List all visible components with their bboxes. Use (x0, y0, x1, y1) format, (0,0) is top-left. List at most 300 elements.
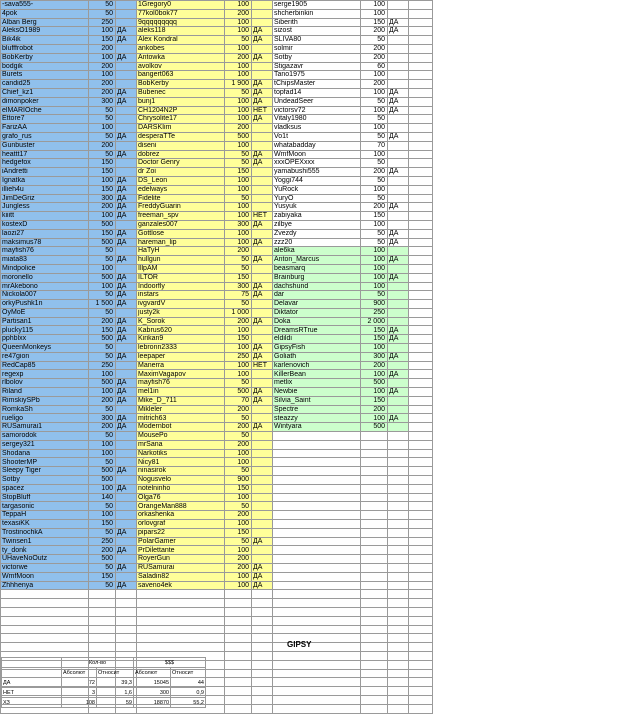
table-row (1, 361, 433, 370)
amount-cell (89, 599, 116, 608)
table-row (1, 476, 433, 485)
player-name-cell (1, 599, 89, 608)
table-row (1, 546, 433, 555)
table-row (1, 150, 433, 159)
amount-cell: 100 (89, 124, 116, 133)
amount-cell (361, 643, 388, 652)
empty-cell (409, 414, 433, 423)
amount-cell: 150 (89, 520, 116, 529)
player-name-cell: Anton_Marcus (273, 256, 361, 265)
amount-cell: 50 (361, 132, 388, 141)
flag-cell (252, 44, 273, 53)
table-row (1, 467, 433, 476)
amount-cell: 100 (89, 71, 116, 80)
player-name-cell (273, 484, 361, 493)
flag-cell: ДА (116, 379, 137, 388)
amount-cell: 200 (225, 124, 252, 133)
summary-row (2, 678, 206, 688)
player-name-cell: Mike_D_711 (137, 396, 225, 405)
player-name-cell (273, 634, 361, 643)
flag-cell (388, 308, 409, 317)
amount-cell (361, 555, 388, 564)
amount-cell: 100 (361, 106, 388, 115)
amount-cell: 500 (89, 335, 116, 344)
amount-cell: 200 (225, 423, 252, 432)
flag-cell (252, 502, 273, 511)
flag-cell (388, 220, 409, 229)
amount-cell: 50 (89, 256, 116, 265)
player-name-cell: leepaper (137, 352, 225, 361)
player-name-cell: SLIVA80 (273, 36, 361, 45)
amount-cell: 200 (89, 80, 116, 89)
player-name-cell: UndeadSeer (273, 97, 361, 106)
amount-cell: 200 (89, 141, 116, 150)
amount-cell: 100 (225, 18, 252, 27)
flag-cell (388, 502, 409, 511)
flag-cell (388, 458, 409, 467)
empty-cell (409, 537, 433, 546)
player-name-cell: elMARIOche (1, 106, 89, 115)
table-row (1, 291, 433, 300)
player-name-cell (137, 634, 225, 643)
amount-cell: 150 (361, 18, 388, 27)
summary-cell: 55,2 (171, 698, 206, 708)
empty-cell (409, 476, 433, 485)
table-row (1, 440, 433, 449)
flag-cell: ДА (116, 150, 137, 159)
amount-cell: 50 (89, 458, 116, 467)
player-name-cell: Bik4ik (1, 36, 89, 45)
amount-cell: 50 (361, 97, 388, 106)
flag-cell (116, 599, 137, 608)
player-name-cell (1, 616, 89, 625)
player-name-cell: moronello (1, 273, 89, 282)
empty-cell (409, 326, 433, 335)
player-name-cell (273, 599, 361, 608)
amount-cell (225, 634, 252, 643)
flag-cell (388, 291, 409, 300)
player-name-cell: pphblxx (1, 335, 89, 344)
empty-cell (409, 599, 433, 608)
player-name-cell (273, 581, 361, 590)
player-name-cell: Doka (273, 317, 361, 326)
flag-cell (388, 36, 409, 45)
amount-cell: 50 (89, 291, 116, 300)
amount-cell: 100 (225, 458, 252, 467)
player-name-cell: Modernbot (137, 423, 225, 432)
player-name-cell: mel1in (137, 388, 225, 397)
player-name-cell: ale6ka (273, 247, 361, 256)
flag-cell (116, 44, 137, 53)
flag-cell (252, 546, 273, 555)
flag-cell: ДА (388, 27, 409, 36)
flag-cell (252, 168, 273, 177)
empty-cell (409, 361, 433, 370)
player-name-cell: heattt17 (1, 150, 89, 159)
flag-cell (388, 396, 409, 405)
player-name-cell: Antowka (137, 53, 225, 62)
player-name-cell: OrangeMan888 (137, 502, 225, 511)
amount-cell: 500 (89, 467, 116, 476)
amount-cell: 100 (361, 370, 388, 379)
flag-cell (388, 467, 409, 476)
amount-cell: 150 (89, 168, 116, 177)
table-row (1, 220, 433, 229)
player-name-cell: YuRock (273, 185, 361, 194)
flag-cell (388, 634, 409, 643)
player-name-cell: rueligo (1, 414, 89, 423)
empty-cell (409, 238, 433, 247)
amount-cell: 50 (225, 467, 252, 476)
amount-cell (225, 660, 252, 669)
player-name-cell: -sava555- (1, 1, 89, 10)
player-name-cell: Vitaly1980 (273, 115, 361, 124)
empty-cell (409, 1, 433, 10)
player-name-cell: BobKerby (1, 53, 89, 62)
player-name-cell: Delavar (273, 300, 361, 309)
amount-cell: 100 (225, 71, 252, 80)
amount-cell (361, 564, 388, 573)
player-name-cell: sergey321 (1, 440, 89, 449)
flag-cell: ДА (388, 229, 409, 238)
summary-cell: 59 (97, 698, 134, 708)
summary-group-header (2, 658, 206, 668)
flag-cell (116, 432, 137, 441)
empty-cell (409, 220, 433, 229)
flag-cell: ДА (116, 27, 137, 36)
flag-cell: ДА (116, 132, 137, 141)
amount-cell: 150 (89, 159, 116, 168)
amount-cell: 50 (225, 264, 252, 273)
player-name-cell: blufffrobot (1, 44, 89, 53)
amount-cell: 200 (361, 361, 388, 370)
player-name-cell: ninasirok (137, 467, 225, 476)
player-name-cell (273, 546, 361, 555)
player-name-cell (273, 616, 361, 625)
flag-cell (116, 80, 137, 89)
flag-cell: ДА (388, 132, 409, 141)
flag-cell (116, 308, 137, 317)
summary-cell: 39,3 (97, 678, 134, 688)
player-name-cell: hullgun (137, 256, 225, 265)
player-name-cell: metlix (273, 379, 361, 388)
flag-cell: ДА (252, 352, 273, 361)
player-name-cell: Bubenec (137, 88, 225, 97)
amount-cell: 100 (89, 440, 116, 449)
table-row (1, 264, 433, 273)
flag-cell (116, 625, 137, 634)
amount-cell (89, 590, 116, 599)
flag-cell: ДА (116, 291, 137, 300)
table-row (1, 458, 433, 467)
table-row (1, 405, 433, 414)
amount-cell (361, 581, 388, 590)
empty-cell (409, 344, 433, 353)
amount-cell (225, 669, 252, 678)
flag-cell: ДА (252, 80, 273, 89)
flag-cell (252, 511, 273, 520)
flag-cell (252, 678, 273, 687)
flag-cell (252, 62, 273, 71)
table-row (1, 168, 433, 177)
summary-row-label: ДА (2, 678, 62, 688)
amount-cell (361, 502, 388, 511)
empty-cell (409, 176, 433, 185)
table-row (1, 344, 433, 353)
flag-cell (388, 176, 409, 185)
amount-cell (361, 572, 388, 581)
table-row (1, 317, 433, 326)
flag-cell (116, 1, 137, 10)
table-row (1, 590, 433, 599)
amount-cell: 200 (361, 53, 388, 62)
amount-cell: 150 (225, 484, 252, 493)
flag-cell (388, 678, 409, 687)
amount-cell: 150 (225, 168, 252, 177)
flag-cell: ДА (116, 229, 137, 238)
flag-cell (388, 432, 409, 441)
player-name-cell: HaTyH (137, 247, 225, 256)
amount-cell: 50 (89, 502, 116, 511)
player-name-cell: plucky115 (1, 326, 89, 335)
amount-cell (361, 678, 388, 687)
player-name-cell: tChipsMaster (273, 80, 361, 89)
amount-cell (225, 687, 252, 696)
player-name-cell: re47gion (1, 352, 89, 361)
player-name-cell: samorodok (1, 432, 89, 441)
amount-cell: 50 (361, 159, 388, 168)
amount-cell: 100 (361, 273, 388, 282)
amount-cell (89, 643, 116, 652)
amount-cell (361, 625, 388, 634)
amount-cell (225, 651, 252, 660)
amount-cell: 150 (361, 396, 388, 405)
player-name-cell: serge1905 (273, 1, 361, 10)
flag-cell: ДА (116, 194, 137, 203)
empty-cell (409, 27, 433, 36)
player-name-cell: Manerra (137, 361, 225, 370)
player-name-cell: mrSana (137, 440, 225, 449)
empty-cell (409, 388, 433, 397)
empty-cell (409, 634, 433, 643)
flag-cell (252, 247, 273, 256)
amount-cell: 50 (361, 194, 388, 203)
flag-cell (388, 581, 409, 590)
empty-cell (409, 36, 433, 45)
player-name-cell: yamabushi555 (273, 168, 361, 177)
flag-cell: НЕТ (252, 212, 273, 221)
empty-cell (409, 616, 433, 625)
empty-cell (409, 71, 433, 80)
flag-cell: ДА (116, 564, 137, 573)
empty-cell (409, 150, 433, 159)
player-name-cell: Gunbuster (1, 141, 89, 150)
summary-cell: 1,6 (97, 688, 134, 698)
flag-cell (388, 687, 409, 696)
player-name-cell: maksimus78 (1, 238, 89, 247)
player-name-cell: Spectre (273, 405, 361, 414)
amount-cell: 150 (225, 335, 252, 344)
flag-cell: ДА (116, 185, 137, 194)
player-name-cell: Ignatka (1, 176, 89, 185)
summary-cell: 44 (171, 678, 206, 688)
flag-cell: ДА (252, 150, 273, 159)
flag-cell (252, 660, 273, 669)
amount-cell: 50 (225, 537, 252, 546)
amount-cell: 500 (225, 132, 252, 141)
empty-cell (409, 396, 433, 405)
amount-cell: 100 (225, 97, 252, 106)
table-row (1, 62, 433, 71)
amount-cell (361, 546, 388, 555)
flag-cell (116, 449, 137, 458)
amount-cell: 150 (89, 229, 116, 238)
player-name-cell: RUSamurai (137, 564, 225, 573)
table-row (1, 88, 433, 97)
player-name-cell: Doctor Genry (137, 159, 225, 168)
amount-cell: 50 (225, 256, 252, 265)
player-name-cell: Nicy81 (137, 458, 225, 467)
player-name-cell (273, 625, 361, 634)
flag-cell: ДА (116, 238, 137, 247)
flag-cell (388, 124, 409, 133)
player-name-cell (273, 555, 361, 564)
player-name-cell: dar (273, 291, 361, 300)
flag-cell: ДА (116, 300, 137, 309)
player-name-cell (1, 643, 89, 652)
amount-cell: 50 (89, 405, 116, 414)
flag-cell (388, 616, 409, 625)
player-name-cell: Yoggi744 (273, 176, 361, 185)
amount-cell: 100 (225, 344, 252, 353)
table-row (1, 194, 433, 203)
player-name-cell: desperaTTe (137, 132, 225, 141)
player-name-cell: Jungless (1, 203, 89, 212)
player-name-cell: Narkotiks (137, 449, 225, 458)
amount-cell: 500 (89, 238, 116, 247)
player-name-cell: avolkov (137, 62, 225, 71)
flag-cell: ДА (116, 546, 137, 555)
flag-cell (252, 476, 273, 485)
flag-cell: ДА (116, 414, 137, 423)
amount-cell: 50 (89, 432, 116, 441)
empty-cell (409, 317, 433, 326)
player-name-cell: hedgefox (1, 159, 89, 168)
amount-cell: 150 (225, 273, 252, 282)
empty-cell (409, 256, 433, 265)
player-name-cell: ty_donk (1, 546, 89, 555)
flag-cell: ДА (388, 370, 409, 379)
summary-cell: 108 (62, 698, 97, 708)
table-row (1, 282, 433, 291)
flag-cell: ДА (252, 396, 273, 405)
player-name-cell: Alban Berg (1, 18, 89, 27)
player-name-cell: Zhhhenya (1, 581, 89, 590)
empty-cell (409, 62, 433, 71)
amount-cell: 100 (225, 62, 252, 71)
flag-cell: ДА (388, 97, 409, 106)
amount-cell: 200 (89, 423, 116, 432)
player-name-cell (273, 511, 361, 520)
amount-cell: 50 (361, 115, 388, 124)
table-row (1, 53, 433, 62)
player-name-cell: Nogusvelo (137, 476, 225, 485)
player-name-cell: Diktator (273, 308, 361, 317)
amount-cell: 100 (361, 414, 388, 423)
summary-row-label: НЕТ (2, 688, 62, 698)
flag-cell (252, 432, 273, 441)
empty-cell (409, 423, 433, 432)
flag-cell (388, 704, 409, 713)
flag-cell: ДА (388, 88, 409, 97)
player-name-cell: StopBluff (1, 493, 89, 502)
player-name-cell: FreddyGuarin (137, 203, 225, 212)
amount-cell: 50 (225, 432, 252, 441)
player-name-cell (273, 704, 361, 713)
flag-cell (388, 555, 409, 564)
amount-cell (225, 607, 252, 616)
flag-cell: ДА (388, 273, 409, 282)
amount-cell: 100 (361, 264, 388, 273)
amount-cell (89, 625, 116, 634)
empty-cell (409, 9, 433, 18)
flag-cell (252, 273, 273, 282)
player-name-cell: WmfMoon (1, 572, 89, 581)
player-name-cell: zilbye (273, 220, 361, 229)
table-row (1, 449, 433, 458)
amount-cell (361, 616, 388, 625)
flag-cell (116, 168, 137, 177)
flag-cell: ДА (388, 168, 409, 177)
flag-cell: ДА (388, 203, 409, 212)
amount-cell: 50 (89, 528, 116, 537)
amount-cell (361, 669, 388, 678)
amount-cell: 100 (361, 185, 388, 194)
empty-cell (409, 687, 433, 696)
player-name-cell (273, 687, 361, 696)
flag-cell (252, 264, 273, 273)
flag-cell: ДА (116, 88, 137, 97)
flag-cell: ДА (252, 581, 273, 590)
player-name-cell (1, 634, 89, 643)
amount-cell: 500 (89, 379, 116, 388)
flag-cell (252, 616, 273, 625)
player-name-cell (137, 643, 225, 652)
player-name-cell: QueenMonkeys (1, 344, 89, 353)
empty-cell (409, 308, 433, 317)
amount-cell (361, 520, 388, 529)
table-row (1, 71, 433, 80)
player-name-cell: Silvia_Saint (273, 396, 361, 405)
amount-cell: 50 (89, 352, 116, 361)
flag-cell (388, 528, 409, 537)
player-name-cell: Riland (1, 388, 89, 397)
player-name-cell: freeman_spv (137, 212, 225, 221)
amount-cell: 300 (361, 352, 388, 361)
player-name-cell: grafo_rus (1, 132, 89, 141)
amount-cell: 100 (89, 282, 116, 291)
player-name-cell: shcherbinkin (273, 9, 361, 18)
player-name-cell: ganzales007 (137, 220, 225, 229)
table-row (1, 80, 433, 89)
amount-cell (361, 440, 388, 449)
amount-cell (89, 607, 116, 616)
amount-cell: 200 (89, 44, 116, 53)
flag-cell (388, 607, 409, 616)
flag-cell (116, 124, 137, 133)
table-row (1, 238, 433, 247)
flag-cell: ДА (116, 335, 137, 344)
